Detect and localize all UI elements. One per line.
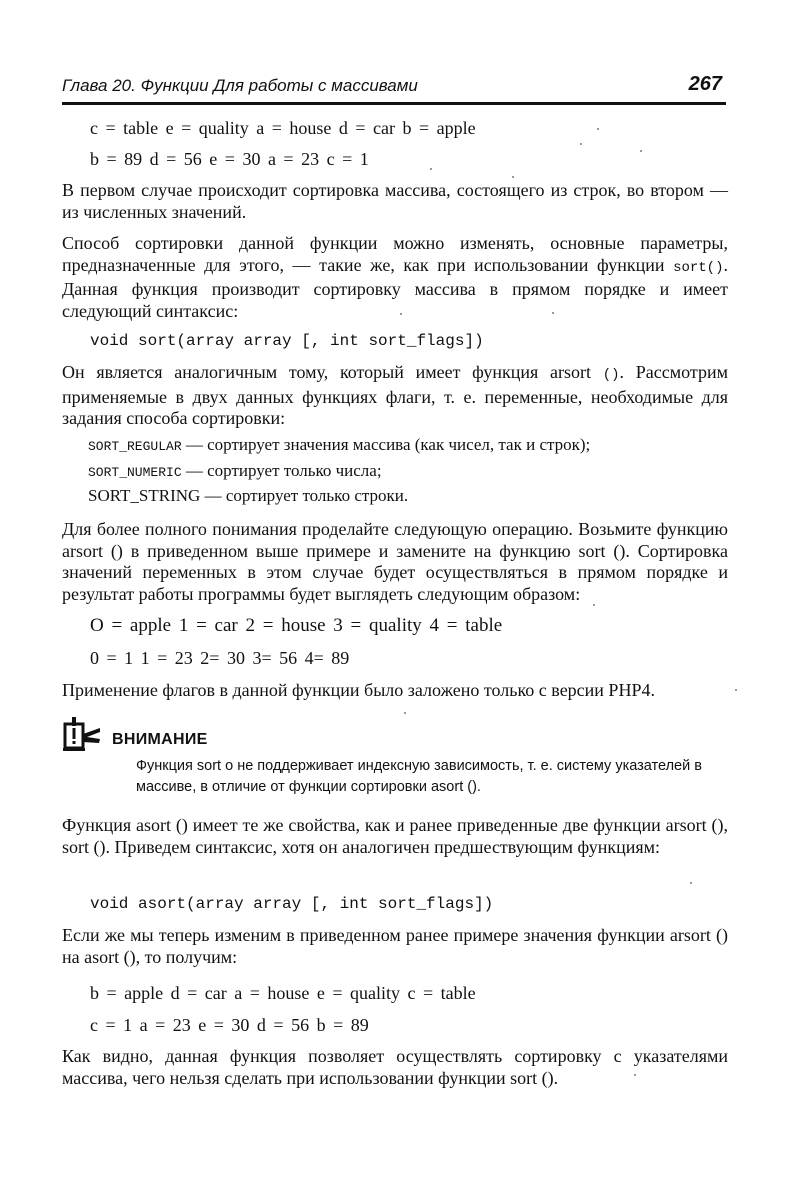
result-line-sort-strings: O = apple 1 = car 2 = house 3 = quality 4 = table — [90, 615, 503, 636]
warning-title: ВНИМАНИЕ — [112, 731, 208, 748]
warning-hand-icon — [62, 712, 102, 752]
scan-speck — [690, 882, 692, 884]
page-number: 267 — [688, 73, 722, 95]
flag-item-sort-numeric — [88, 460, 382, 483]
paragraph-arsort-flags: Он является аналогичным тому, который имеет функция arsort (). Рассмотрим применяемые в двух данных функциях флаги, т. е. переменные, необходимые для задания способа сортировки: — [62, 362, 728, 428]
paragraph-asort: Функция asort () имеет те же свойства, как и ранее приведенные две функции arsort (), sort (). Приведем синтаксис, хотя он аналогичен предшествующим функциям: — [62, 815, 728, 857]
flag-desc: — сортирует значения массива (как чисел, так и строк); — [185, 435, 591, 454]
scan-speck — [430, 168, 432, 170]
scan-speck — [593, 604, 595, 606]
result-line-asort-strings: b = apple d = car a = house e = quality c = table — [90, 983, 476, 1003]
paragraph-sort-cases: В первом случае происходит сортировка массива, состоящего из строк, во втором — из численных значений. — [62, 180, 728, 222]
scan-speck — [400, 313, 402, 315]
scan-speck — [735, 689, 737, 691]
inline-code-parens: () — [602, 367, 620, 383]
paragraph-asort-example: Если же мы теперь изменим в приведенном ранее примере значения функции arsort () на asort (), то получим: — [62, 925, 728, 967]
flag-item-sort-string — [88, 485, 408, 506]
flag-desc: — сортирует только строки. — [204, 486, 409, 505]
inline-code-sort: sort() — [673, 259, 724, 276]
code-asort-syntax: void asort(array array [, int sort_flags]) — [90, 895, 494, 913]
flag-name: SORT_STRING — [88, 486, 201, 505]
running-header — [62, 72, 726, 105]
scan-speck — [552, 312, 554, 314]
chapter-title: Глава 20. Функции Для работы с массивами — [62, 76, 418, 95]
scan-speck — [597, 128, 599, 130]
flag-name: SORT_REGULAR — [88, 439, 182, 454]
result-line-numbers: b = 89 d = 56 e = 30 a = 23 c = 1 — [90, 149, 369, 169]
result-line-asort-numbers: c = 1 a = 23 e = 30 d = 56 b = 89 — [90, 1015, 369, 1035]
scan-speck — [580, 143, 582, 145]
warning-text: Функция sort о не поддерживает индексную зависимость, т. е. систему указателей в массиве, в отличие от функции сортировки asort (). — [136, 758, 702, 795]
code-sort-syntax: void sort(array array [, int sort_flags]) — [90, 332, 484, 350]
result-line-sort-numbers: 0 = 1 1 = 23 2= 30 3= 56 4= 89 — [90, 648, 350, 668]
paragraph-conclusion: Как видно, данная функция позволяет осуществлять сортировку с указателями массива, чего нельзя сделать при использовании функции sort (). — [62, 1046, 728, 1088]
paragraph-sort-function: Способ сортировки данной функции можно изменять, основные параметры, предназначенные для этого, — такие же, как при использовании функции sort(). Данная функция производит сортировку массива в прямом порядке и имеет следующий синтаксис: — [62, 233, 728, 321]
flag-item-sort-regular — [88, 434, 590, 457]
scan-speck — [512, 176, 514, 178]
scan-speck — [404, 712, 406, 714]
scan-speck — [640, 150, 642, 152]
result-line-strings: c = table e = quality a = house d = car b = apple — [90, 118, 476, 138]
paragraph-flags-version: Применение флагов в данной функции было заложено только с версии PHP4. — [62, 680, 655, 700]
scan-speck — [634, 1074, 636, 1076]
paragraph-example-sort: Для более полного понимания проделайте следующую операцию. Возьмите функцию arsort () в приведенном выше примере и замените на функцию sort (). Сортировка значений переменных в этом случае будет осуществляться в прямом порядке и результат работы программы будет выглядеть следующим образом: — [62, 519, 728, 604]
flag-name: SORT_NUMERIC — [88, 465, 182, 480]
flag-desc: — сортирует только числа; — [185, 461, 382, 480]
